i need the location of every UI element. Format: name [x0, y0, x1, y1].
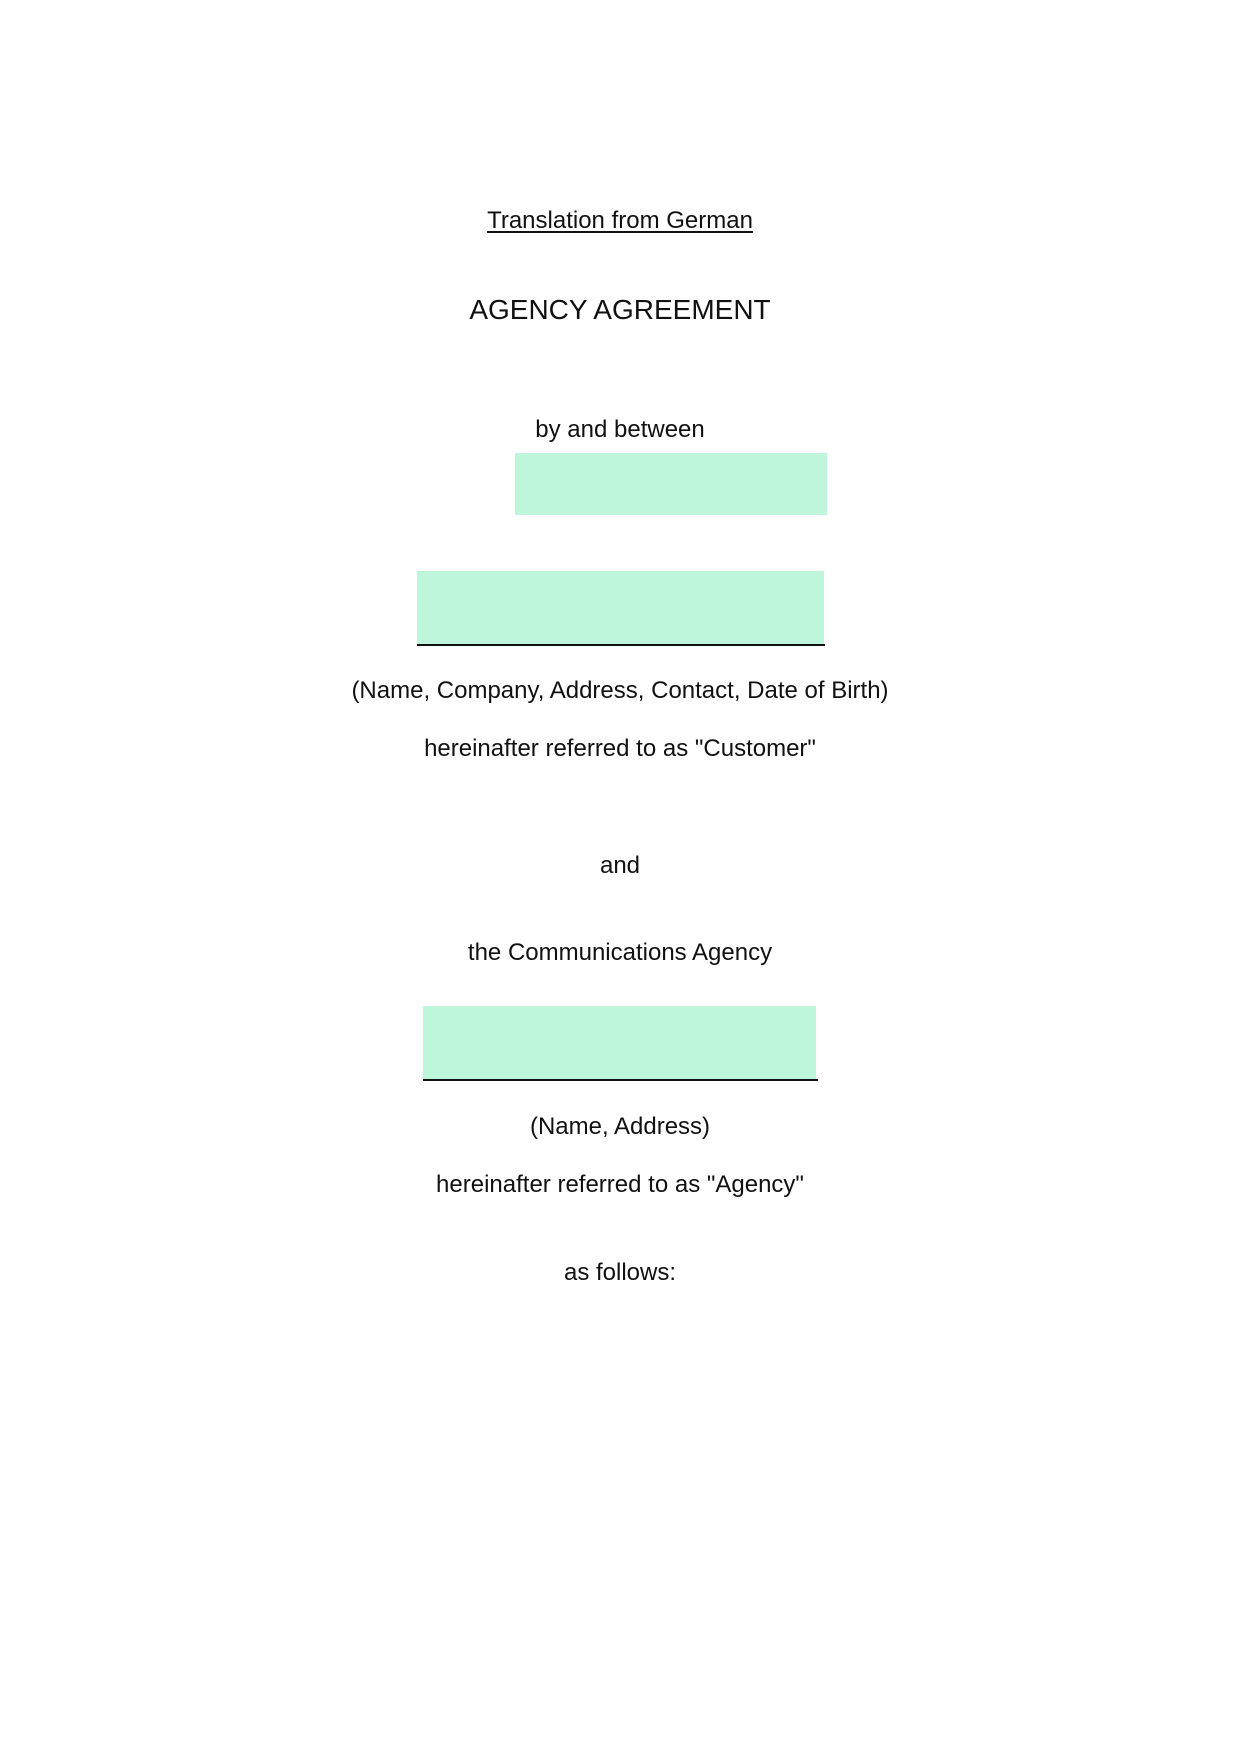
- customer-details-caption: (Name, Company, Address, Contact, Date of Birth): [351, 677, 889, 704]
- agency-referred-as: hereinafter referred to as "Agency": [436, 1171, 804, 1198]
- agency-details-caption: (Name, Address): [529, 1113, 711, 1140]
- agency-details-field: [423, 1006, 816, 1079]
- by-and-between-text: by and between: [535, 416, 705, 443]
- agency-signature-line: [423, 1079, 818, 1081]
- customer-referred-as: hereinafter referred to as "Customer": [424, 735, 816, 762]
- as-follows-text: as follows:: [563, 1259, 677, 1286]
- customer-signature-line: [417, 644, 825, 646]
- redacted-field-small: [515, 453, 827, 515]
- translation-header: Translation from German: [487, 207, 753, 234]
- customer-details-field: [417, 571, 824, 644]
- and-text: and: [599, 852, 641, 879]
- agency-intro-text: the Communications Agency: [467, 939, 773, 966]
- document-title: AGENCY AGREEMENT: [469, 294, 771, 325]
